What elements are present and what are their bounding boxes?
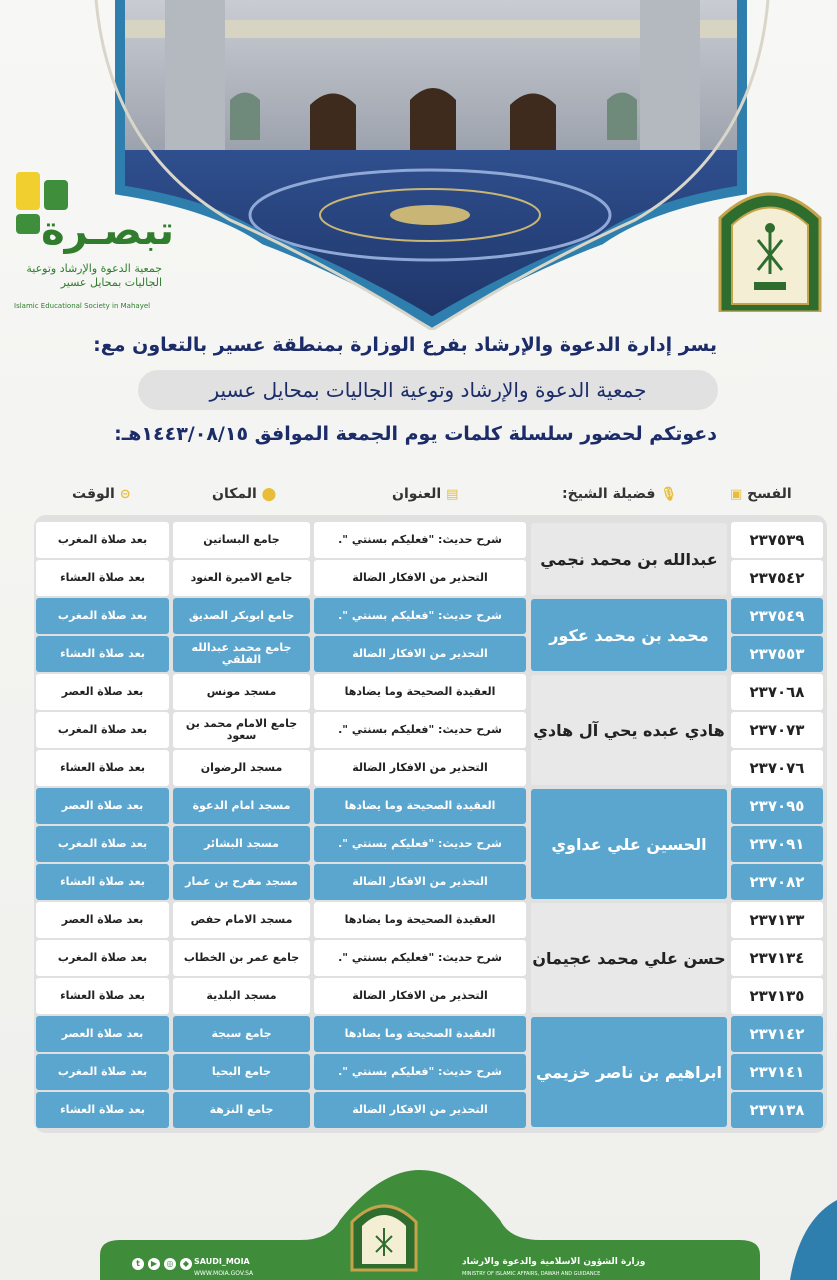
place-cell: جامع سبجة: [173, 1016, 310, 1052]
title-cell: العقيدة الصحيحة وما يضادها: [314, 674, 526, 710]
ministry-name-en: MINISTRY OF ISLAMIC AFFAIRS, DAWAH AND GUIDANCE: [462, 1271, 601, 1277]
code-cell: ٢٣٧٠٦٨: [731, 674, 823, 710]
time-cell: بعد صلاة العشاء: [36, 978, 169, 1014]
ministry-name-ar: وزارة الشؤون الاسلامية والدعوة والارشاد: [462, 1257, 646, 1267]
sheikh-name: عبدالله بن محمد نجمي: [531, 523, 727, 595]
sheikh-name: الحسين علي عداوي: [531, 789, 727, 899]
time-cell: بعد صلاة المغرب: [36, 826, 169, 862]
title-cell: شرح حديث: "فعليكم بسنتي ".: [314, 1054, 526, 1090]
ministry-emblem: [714, 170, 826, 312]
snapchat-icon[interactable]: ◆: [180, 1258, 192, 1270]
time-cell: بعد صلاة العشاء: [36, 864, 169, 900]
sheikh-name: محمد بن محمد عكور: [531, 599, 727, 671]
place-cell: مسجد البشائر: [173, 826, 310, 862]
header-code-label: الفسح: [747, 486, 792, 502]
place-cell: جامع محمد عبدالله الفلقي: [173, 636, 310, 672]
microphone-icon: 🎙: [660, 487, 677, 502]
title-cell: التحذير من الافكار الضالة: [314, 864, 526, 900]
code-cell: ٢٣٧٠٩٥: [731, 788, 823, 824]
schedule-table: [34, 515, 827, 1133]
code-cell: ٢٣٧٠٧٦: [731, 750, 823, 786]
code-cell: ٢٣٧١٣٥: [731, 978, 823, 1014]
place-cell: جامع الامام محمد بن سعود: [173, 712, 310, 748]
header-sheikh-label: فضيلة الشيخ:: [562, 486, 656, 502]
document-icon: ▣: [730, 487, 743, 502]
title-cell: شرح حديث: "فعليكم بسنتي ".: [314, 712, 526, 748]
header-sheikh: [562, 486, 677, 502]
brand-subtitle-line-2: الجاليات بمحايل عسير: [60, 276, 162, 289]
brand-subtitle-en: Islamic Educational Society in Mahayel: [14, 302, 151, 310]
title-cell: التحذير من الافكار الضالة: [314, 978, 526, 1014]
place-cell: مسجد الامام حفص: [173, 902, 310, 938]
title-cell: شرح حديث: "فعليكم بسنتي ".: [314, 598, 526, 634]
header-title-label: العنوان: [392, 486, 442, 502]
location-pin-icon: ⬤: [261, 487, 277, 502]
code-cell: ٢٣٧٠٩١: [731, 826, 823, 862]
time-cell: بعد صلاة المغرب: [36, 598, 169, 634]
header-title: [392, 486, 458, 502]
sheikh-name: حسن علي محمد عجيمان: [531, 903, 727, 1013]
time-cell: بعد صلاة العشاء: [36, 1092, 169, 1128]
time-cell: بعد صلاة العصر: [36, 1016, 169, 1052]
code-cell: ٢٣٧٠٨٢: [731, 864, 823, 900]
place-cell: جامع الاميرة العنود: [173, 560, 310, 596]
place-cell: جامع ابوبكر الصديق: [173, 598, 310, 634]
website-link[interactable]: WWW.MOIA.GOV.SA: [194, 1270, 254, 1277]
time-cell: بعد صلاة العشاء: [36, 750, 169, 786]
header-place: [212, 486, 276, 502]
code-cell: ٢٣٧١٤٢: [731, 1016, 823, 1052]
code-cell: ٢٣٧١٣٨: [731, 1092, 823, 1128]
time-cell: بعد صلاة العصر: [36, 788, 169, 824]
time-cell: بعد صلاة المغرب: [36, 522, 169, 558]
title-cell: التحذير من الافكار الضالة: [314, 636, 526, 672]
time-cell: بعد صلاة العشاء: [36, 560, 169, 596]
title-cell: التحذير من الافكار الضالة: [314, 560, 526, 596]
place-cell: جامع عمر بن الخطاب: [173, 940, 310, 976]
code-cell: ٢٣٧٥٥٣: [731, 636, 823, 672]
place-cell: مسجد مونس: [173, 674, 310, 710]
code-cell: ٢٣٧٥٣٩: [731, 522, 823, 558]
sheikh-name: ابراهيم بن ناصر خزيمي: [531, 1017, 727, 1127]
place-cell: جامع البحيا: [173, 1054, 310, 1090]
sheikh-name: هادي عبده يحي آل هادي: [531, 675, 727, 785]
code-cell: ٢٣٧٥٤٩: [731, 598, 823, 634]
time-cell: بعد صلاة المغرب: [36, 1054, 169, 1090]
time-cell: بعد صلاة العصر: [36, 674, 169, 710]
title-cell: العقيدة الصحيحة وما يضادها: [314, 1016, 526, 1052]
book-icon: ▤: [446, 487, 459, 502]
title-cell: شرح حديث: "فعليكم بسنتي ".: [314, 522, 526, 558]
header-time-label: الوقت: [72, 486, 115, 502]
social-handle[interactable]: SAUDI_MOIA: [194, 1257, 250, 1266]
title-cell: التحذير من الافكار الضالة: [314, 1092, 526, 1128]
code-cell: ٢٣٧٠٧٣: [731, 712, 823, 748]
brand-name: تبصـرة: [41, 208, 174, 254]
place-cell: مسجد امام الدعوة: [173, 788, 310, 824]
code-cell: ٢٣٧٥٤٢: [731, 560, 823, 596]
code-cell: ٢٣٧١٤١: [731, 1054, 823, 1090]
header-code: [730, 486, 792, 502]
time-cell: بعد صلاة العصر: [36, 902, 169, 938]
place-cell: مسجد الرضوان: [173, 750, 310, 786]
title-cell: شرح حديث: "فعليكم بسنتي ".: [314, 940, 526, 976]
brand-subtitle-line-1: جمعية الدعوة والإرشاد وتوعية: [26, 262, 162, 275]
title-cell: العقيدة الصحيحة وما يضادها: [314, 902, 526, 938]
footer-banner: [0, 1160, 837, 1280]
title-cell: العقيدة الصحيحة وما يضادها: [314, 788, 526, 824]
twitter-icon[interactable]: t: [132, 1258, 144, 1270]
place-cell: جامع البساتين: [173, 522, 310, 558]
youtube-icon[interactable]: ▶: [148, 1258, 160, 1270]
code-cell: ٢٣٧١٣٣: [731, 902, 823, 938]
clock-icon: ⊝: [119, 487, 131, 502]
place-cell: مسجد البلدية: [173, 978, 310, 1014]
title-cell: شرح حديث: "فعليكم بسنتي ".: [314, 826, 526, 862]
invitation-line: دعوتكم لحضور سلسلة كلمات يوم الجمعة الموافق ١٤٤٣/٠٨/١٥هـ:: [114, 423, 717, 445]
code-cell: ٢٣٧١٣٤: [731, 940, 823, 976]
place-cell: مسجد مفرح بن عمار: [173, 864, 310, 900]
partner-name: جمعية الدعوة والإرشاد وتوعية الجاليات بمحايل عسير: [138, 370, 718, 410]
time-cell: بعد صلاة العشاء: [36, 636, 169, 672]
intro-line: يسر إدارة الدعوة والإرشاد بفرع الوزارة بمنطقة عسير بالتعاون مع:: [93, 334, 717, 356]
brand-subtitle-ar: [14, 262, 162, 290]
header-place-label: المكان: [212, 486, 257, 502]
time-cell: بعد صلاة المغرب: [36, 712, 169, 748]
place-cell: جامع النزهة: [173, 1092, 310, 1128]
time-cell: بعد صلاة المغرب: [36, 940, 169, 976]
header-time: [72, 486, 131, 502]
title-cell: التحذير من الافكار الضالة: [314, 750, 526, 786]
instagram-icon[interactable]: ◎: [164, 1258, 176, 1270]
